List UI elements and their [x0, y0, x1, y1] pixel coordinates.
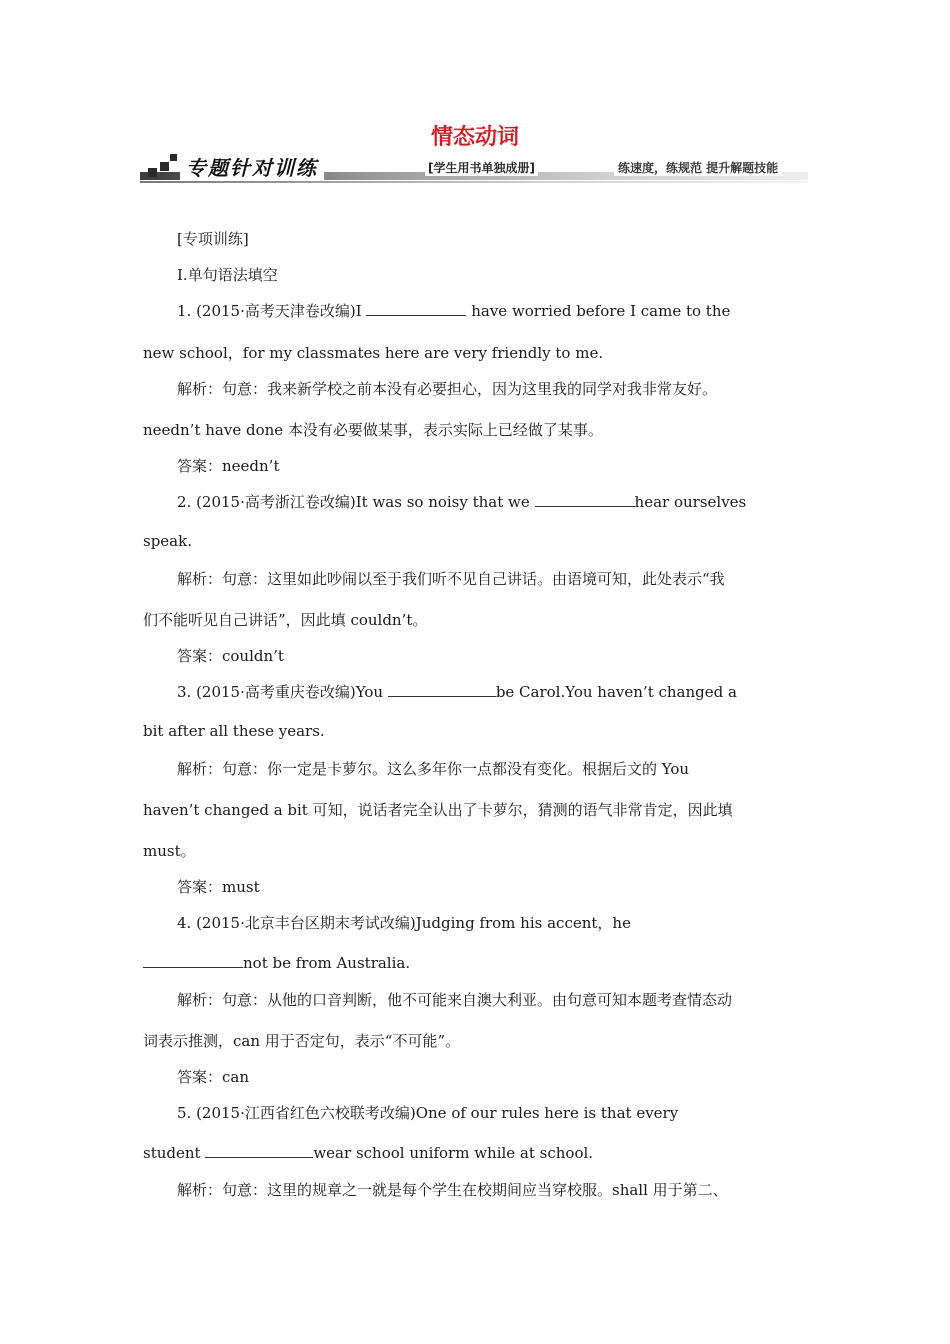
question-5 [143, 1143, 593, 1162]
explanation: 解析：句意：你一定是卡萝尔。这么多年你一点都没有变化。根据后文的 You [177, 760, 690, 778]
question-text: be Carol.You haven’t changed a [495, 683, 737, 701]
question-text: new school，for my classmates here are very friendly to me. [143, 344, 604, 362]
banner-tag: 专题针对训练 [180, 152, 324, 181]
explanation: 们不能听见自己讲话”，因此填 couldn’t。 [143, 611, 428, 629]
explanation: haven’t changed a bit 可知，说话者完全认出了卡萝尔，猜测的语气非常肯定，因此填 [143, 801, 733, 819]
part-heading: Ⅰ.单句语法填空 [177, 266, 278, 284]
banner-underline [140, 181, 808, 183]
explanation: must。 [143, 842, 196, 860]
question-text: 3. (2015·高考重庆卷改编)You [177, 683, 384, 701]
explanation: 解析：句意：我来新学校之前本没有必要担心，因为这里我的同学对我非常友好。 [177, 380, 718, 398]
explanation: 词表示推测，can 用于否定句，表示“不可能”。 [143, 1032, 461, 1050]
answer: 答案：must [177, 878, 260, 896]
answer: 答案：can [177, 1068, 250, 1086]
answer: 答案：needn’t [177, 457, 280, 475]
question-text: speak. [143, 532, 192, 550]
question-2 [177, 491, 746, 512]
answer-blank [388, 682, 496, 697]
section-banner [140, 150, 810, 186]
banner-square-icon [170, 154, 177, 161]
question-text: 5. (2015·江西省红色六校联考改编)One of our rules here is that every [177, 1104, 679, 1122]
question-text: bit after all these years. [143, 722, 325, 740]
question-3 [177, 681, 737, 702]
answer-blank [366, 301, 466, 316]
section-heading: [专项训练] [177, 230, 249, 248]
question-text: student [143, 1144, 201, 1162]
question-text: 4. (2015·北京丰台区期末考试改编)Judging from his accent，he [177, 914, 631, 932]
explanation: 解析：句意：从他的口音判断，他不可能来自澳大利亚。由句意可知本题考查情态动 [177, 991, 733, 1009]
question-text: have worried before I came to the [471, 302, 731, 320]
explanation: needn’t have done 本没有必要做某事，表示实际上已经做了某事。 [143, 421, 603, 439]
question-text: 2. (2015·高考浙江卷改编)It was so noisy that we [177, 493, 530, 511]
banner-note: [学生用书单独成册] [425, 159, 538, 176]
page-title: 情态动词 [430, 125, 519, 150]
answer-blank [143, 953, 243, 968]
banner-square-icon [160, 162, 169, 171]
answer: 答案：couldn’t [177, 647, 284, 665]
answer-blank [205, 1143, 313, 1158]
answer-blank [535, 492, 635, 507]
question-4 [143, 953, 410, 972]
question-text: wear school uniform while at school. [313, 1144, 594, 1162]
question-1 [177, 300, 730, 321]
banner-slogan: 练速度，练规范 提升解题技能 [614, 159, 782, 176]
explanation: 解析：句意：这里的规章之一就是每个学生在校期间应当穿校服。shall 用于第二、 [177, 1181, 728, 1199]
question-text: 1. (2015·高考天津卷改编)I [177, 302, 362, 320]
explanation: 解析：句意：这里如此吵闹以至于我们听不见自己讲话。由语境可知，此处表示“我 [177, 570, 725, 588]
banner-square-icon [148, 168, 157, 177]
question-text: hear ourselves [634, 493, 747, 511]
question-text: not be from Australia. [243, 954, 411, 972]
